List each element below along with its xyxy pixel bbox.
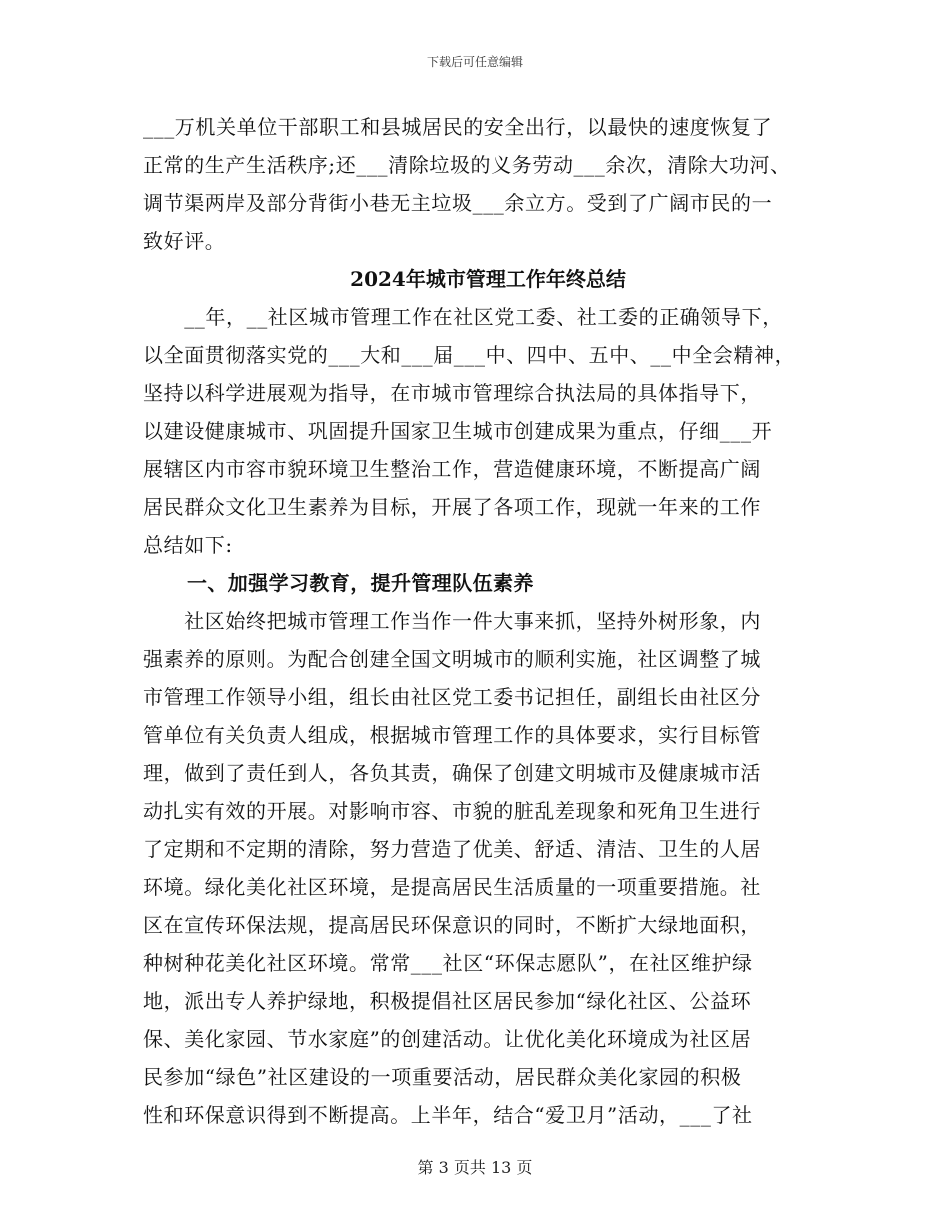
- body-line: 以建设健康城市、巩固提升国家卫生城市创建成果为重点，仔细___开: [143, 419, 773, 443]
- body-line: 坚持以科学进展观为指导，在市城市管理综合执法局的具体指导下，: [143, 381, 761, 405]
- body-line: 正常的生产生活秩序;还___清除垃圾的义务劳动___余次，清除大功河、: [143, 153, 791, 177]
- section-heading: 一、加强学习教育，提升管理队伍素养: [187, 571, 534, 595]
- body-line: 环境。绿化美化社区环境，是提高居民生活质量的一项重要措施。社: [143, 875, 761, 899]
- body-line: 市管理工作领导小组，组长由社区党工委书记担任，副组长由社区分: [143, 685, 761, 709]
- body-line: 管单位有关负责人组成，根据城市管理工作的具体要求，实行目标管: [143, 723, 761, 747]
- body-line: 总结如下:: [143, 533, 233, 557]
- body-line: 了定期和不定期的清除，努力营造了优美、舒适、清洁、卫生的人居: [143, 837, 761, 861]
- body-line: 以全面贯彻落实党的___大和___届___中、四中、五中、__中全会精神，: [143, 343, 796, 367]
- body-line: 强素养的原则。为配合创建全国文明城市的顺利实施，社区调整了城: [143, 647, 761, 671]
- body-line: 地，派出专人养护绿地，积极提倡社区居民参加“绿化社区、公益环: [143, 989, 752, 1013]
- body-line: ___万机关单位干部职工和县城居民的安全出行，以最快的速度恢复了: [143, 115, 773, 139]
- body-line: 致好评。: [143, 229, 226, 253]
- body-line: 民参加“绿色”社区建设的一项重要活动，居民群众美化家园的积极: [143, 1065, 742, 1089]
- body-line: 性和环保意识得到不断提高。上半年，结合“爱卫月”活动，___了社: [143, 1103, 753, 1127]
- body-line: 理，做到了责任到人，各负其责，确保了创建文明城市及健康城市活: [143, 761, 761, 785]
- document-title: 2024年城市管理工作年终总结: [350, 267, 626, 291]
- body-line: 保、美化家园、节水家庭”的创建活动。让优化美化环境成为社区居: [143, 1027, 752, 1051]
- body-line: 动扎实有效的开展。对影响市容、市貌的脏乱差现象和死角卫生进行: [143, 799, 761, 823]
- body-line: __年，__社区城市管理工作在社区党工委、社工委的正确领导下，: [143, 305, 783, 329]
- body-line: 调节渠两岸及部分背街小巷无主垃圾___余立方。受到了广阔市民的一: [143, 191, 773, 215]
- page-number: 第 3 页共 13 页: [417, 1158, 533, 1177]
- body-line: 区在宣传环保法规，提高居民环保意识的同时，不断扩大绿地面积，: [143, 913, 761, 937]
- body-line: 种树种花美化社区环境。常常___社区“环保志愿队”，在社区维护绿: [143, 951, 753, 975]
- document-body: [143, 108, 823, 1134]
- page-header-note: 下载后可任意编辑: [426, 55, 523, 69]
- body-line: 展辖区内市容市貌环境卫生整治工作，营造健康环境，不断提高广阔: [143, 457, 761, 481]
- body-line: 居民群众文化卫生素养为目标，开展了各项工作，现就一年来的工作: [143, 495, 761, 519]
- body-line: 社区始终把城市管理工作当作一件大事来抓，坚持外树形象，内: [143, 609, 761, 633]
